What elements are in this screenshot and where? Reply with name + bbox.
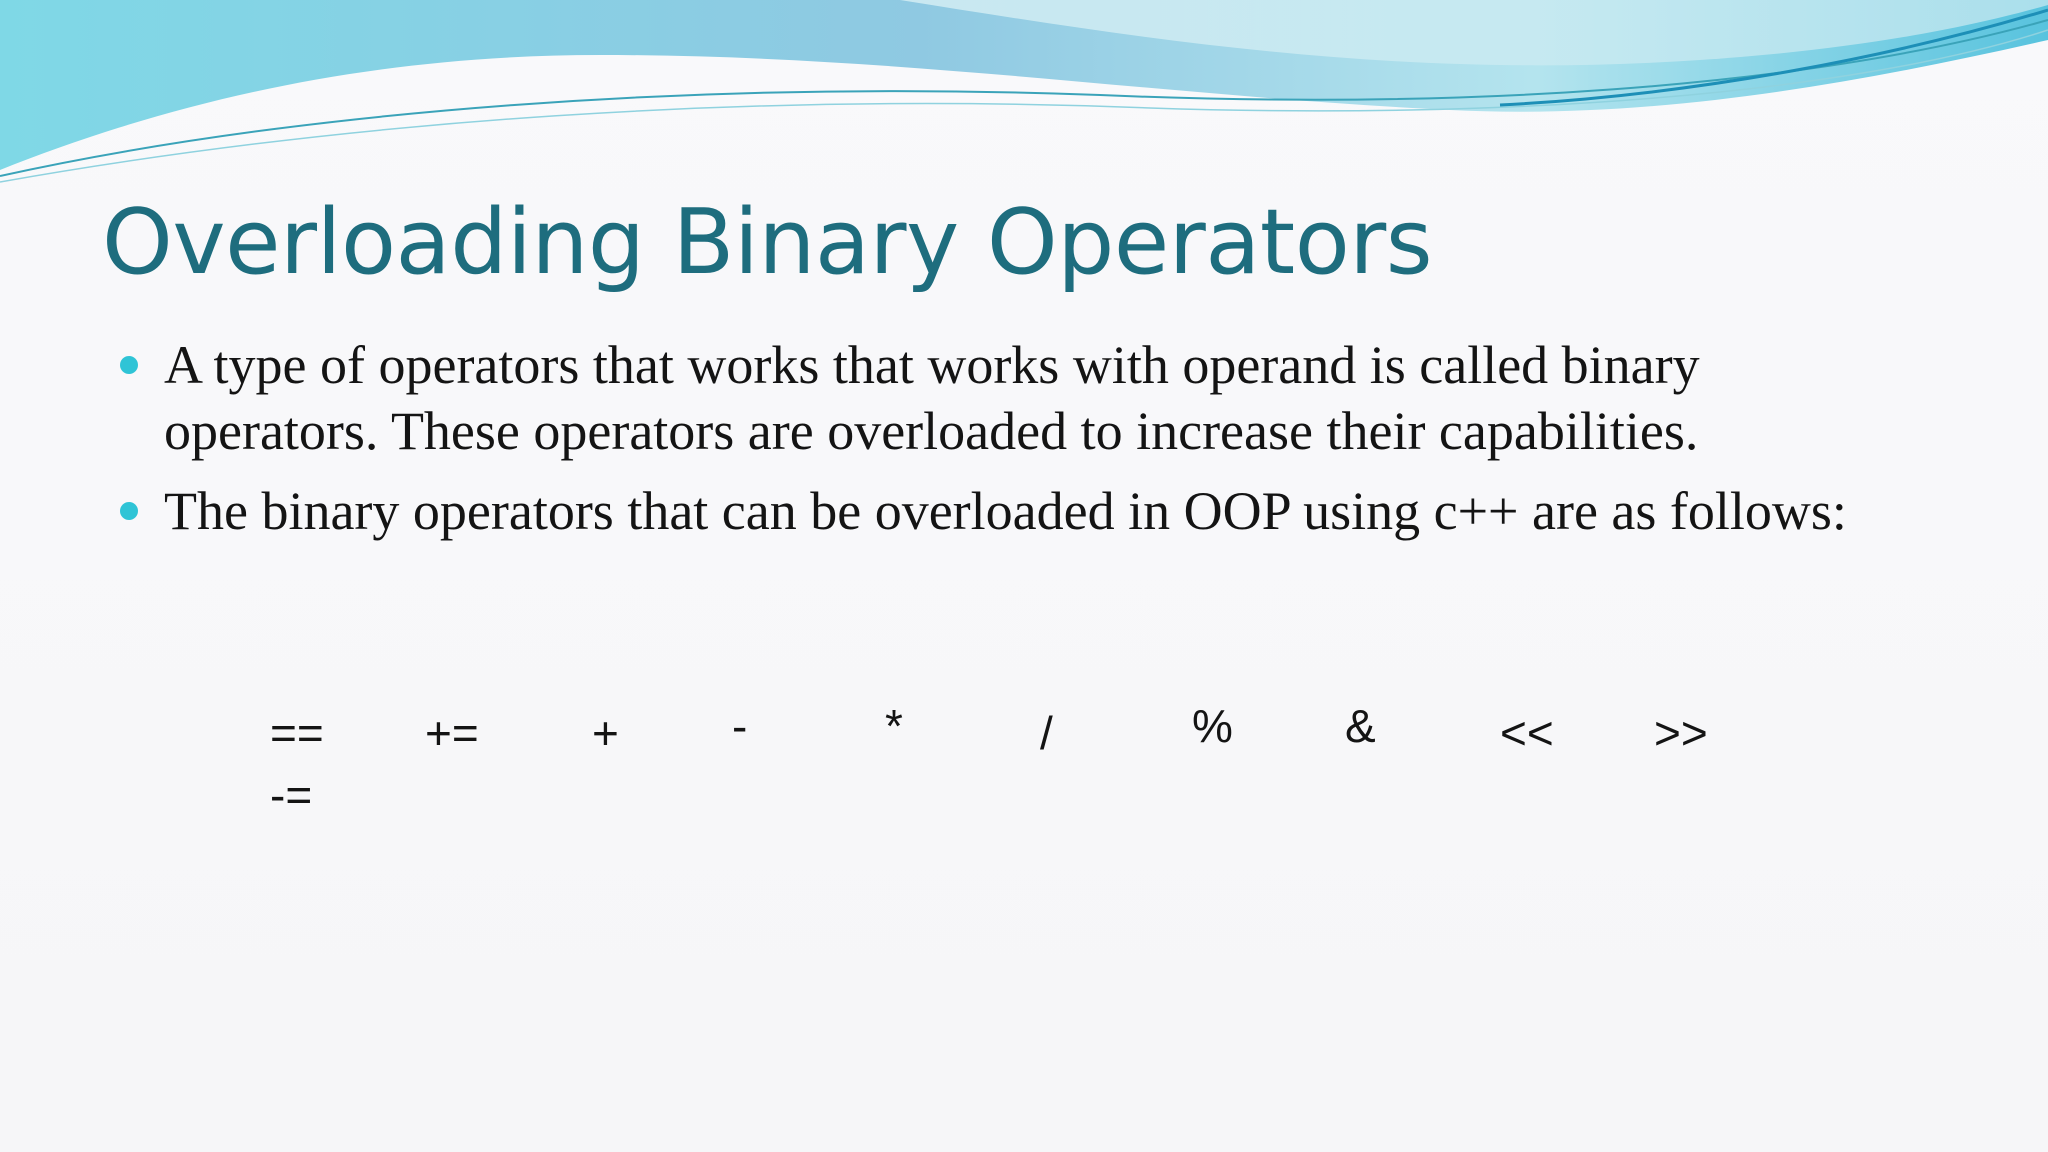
header-wave-decoration [0,0,2048,200]
operator-item: == [270,707,324,759]
bullet-text: A type of operators that works that works with operand is called binary operators. These operators are overloaded to increase their capabilities. [164,335,1700,461]
bullet-text: The binary operators that can be overloaded in OOP using c++ are as follows: [164,481,1847,541]
operator-item: + [592,707,619,759]
operator-item: -= [270,769,313,821]
bullet-dot-icon [120,502,138,520]
operator-item: >> [1654,707,1708,759]
operator-item: - [732,700,748,752]
bullet-list [120,332,1920,558]
bullet-item [120,478,1920,544]
slide-title: Overloading Binary Operators [102,190,1433,295]
operator-item: & [1345,700,1376,752]
operator-item: += [425,707,479,759]
bullet-item [120,332,1920,464]
operator-item: << [1500,707,1554,759]
operator-list [270,695,1830,835]
operator-item: % [1192,700,1233,752]
operator-item: / [1040,707,1053,759]
bullet-dot-icon [120,356,138,374]
operator-item: * [885,700,903,752]
